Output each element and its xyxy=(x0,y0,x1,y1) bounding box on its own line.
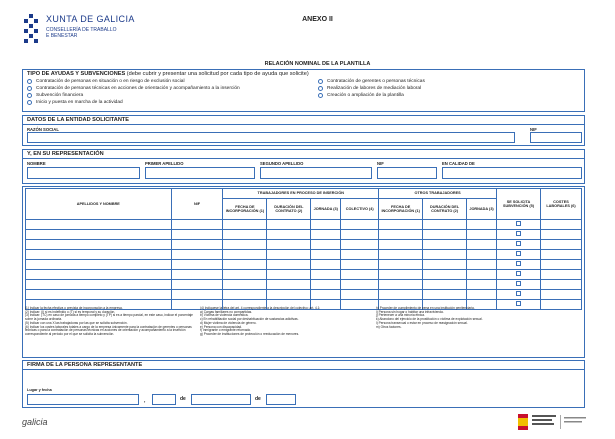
table-cell[interactable] xyxy=(540,230,581,240)
rep-nif-field[interactable] xyxy=(377,167,437,179)
other-workday-header: JORNADA (3) xyxy=(467,199,497,220)
rep-surname2-label: SEGUNDO APELLIDO xyxy=(260,161,304,166)
table-cell[interactable] xyxy=(267,220,311,230)
table-cell[interactable] xyxy=(379,290,423,300)
note-4f: f) Inmigrante o emigrante retornado. xyxy=(200,328,252,333)
subsidy-checkbox[interactable] xyxy=(516,271,521,276)
aid-option-exclusion[interactable]: Contratación de personas en situación o en riesgo de exclusión social xyxy=(27,79,185,84)
org-dept xyxy=(46,27,117,39)
note-4i: i) Persona sin hogar o habitar una infravivienda. xyxy=(376,309,444,314)
aid-option-workforce[interactable]: Creación o ampliación de la plantilla xyxy=(318,93,404,98)
sub-workday-header: JORNADA (3) xyxy=(311,199,341,220)
table-cell[interactable] xyxy=(223,280,267,290)
org-dept-line1: CONSELLERÍA DE TRABALLO xyxy=(46,27,117,33)
table-cell[interactable] xyxy=(311,280,341,290)
table-cell[interactable] xyxy=(379,240,423,250)
notes-col1 xyxy=(25,307,197,337)
comma-separator: , xyxy=(144,398,146,404)
table-cell[interactable] xyxy=(379,270,423,280)
aid-option-startup[interactable]: Inicio y puesta en marcha de la actividad xyxy=(27,100,123,105)
table-cell[interactable] xyxy=(267,290,311,300)
rep-name-field[interactable] xyxy=(27,167,140,179)
note-4c: c) En rehabilitación social por deshabituación de sustancias adictivas. xyxy=(200,317,299,322)
day-field[interactable] xyxy=(152,394,176,405)
table-cell[interactable] xyxy=(423,290,467,300)
subsidy-checkbox[interactable] xyxy=(516,231,521,236)
aid-option-managers[interactable]: Contratación de gerentes o personas técnicas xyxy=(318,79,425,84)
place-date-label: Lugar y fecha xyxy=(27,388,52,392)
table-row xyxy=(26,280,582,290)
table-cell[interactable] xyxy=(223,230,267,240)
col-nif-header: NIF xyxy=(171,189,223,220)
table-cell[interactable] xyxy=(267,240,311,250)
table-row xyxy=(26,290,582,300)
radio-icon xyxy=(27,86,32,91)
table-cell[interactable] xyxy=(467,250,497,260)
table-cell[interactable] xyxy=(497,230,541,240)
note-4e: e) Persona con discapacidad. xyxy=(200,324,242,329)
table-cell[interactable] xyxy=(341,250,379,260)
table-cell[interactable] xyxy=(467,260,497,270)
staff-table-body xyxy=(26,220,582,310)
rep-role-field[interactable] xyxy=(442,167,582,179)
table-cell[interactable] xyxy=(497,280,541,290)
applicant-nif-label: NIF xyxy=(530,127,537,132)
subsidy-checkbox[interactable] xyxy=(516,251,521,256)
table-cell[interactable] xyxy=(467,240,497,250)
sub-start-header: FECHA DE INCORPORACIÓN (1) xyxy=(223,199,267,220)
sub-collective-header: COLECTIVO (4) xyxy=(341,199,379,220)
aid-types-title: TIPO DE AYUDAS Y SUBVENCIONES (debe cubrir y presentar una solicitud por cada tipo de ayuda que solicite) xyxy=(27,71,309,77)
other-start-header: FECHA DE INCORPORACIÓN (1) xyxy=(379,199,423,220)
table-cell[interactable] xyxy=(540,260,581,270)
table-cell[interactable] xyxy=(497,240,541,250)
table-cell[interactable] xyxy=(267,250,311,260)
note-4m: m) Otros factores. xyxy=(376,324,402,329)
table-cell[interactable] xyxy=(171,290,223,300)
table-cell[interactable] xyxy=(26,250,172,260)
rep-name-label: NOMBRE xyxy=(27,161,46,166)
table-cell[interactable] xyxy=(26,270,172,280)
aid-option-mediation[interactable]: Realización de labores de mediación laboral xyxy=(318,86,421,91)
table-cell[interactable] xyxy=(223,250,267,260)
table-cell[interactable] xyxy=(171,240,223,250)
table-cell[interactable] xyxy=(540,240,581,250)
table-cell[interactable] xyxy=(267,270,311,280)
gov-logo-icon xyxy=(518,412,590,432)
table-cell[interactable] xyxy=(423,230,467,240)
table-cell[interactable] xyxy=(311,220,341,230)
note-4k: k) Abandono del ejercicio de la prostitución o víctima de explotación sexual. xyxy=(376,317,483,322)
table-cell[interactable] xyxy=(223,220,267,230)
table-cell[interactable] xyxy=(341,260,379,270)
representative-title: Y, EN SU REPRESENTACIÓN xyxy=(27,151,104,157)
document-title: RELACIÓN NOMINAL DE LA PLANTILLA xyxy=(264,61,371,67)
subsidy-checkbox[interactable] xyxy=(516,261,521,266)
subsidy-checkbox[interactable] xyxy=(516,221,521,226)
notes-col3 xyxy=(376,307,581,329)
subsidy-checkbox[interactable] xyxy=(516,291,521,296)
note-2: (2) Indicar: (I) si es indefinido o (T) si es temporal y su duración. xyxy=(25,309,116,314)
social-name-label: RAZÓN SOCIAL xyxy=(27,127,59,132)
table-cell[interactable] xyxy=(26,240,172,250)
table-cell[interactable] xyxy=(467,280,497,290)
table-cell[interactable] xyxy=(497,250,541,260)
rep-role-label: EN CALIDAD DE xyxy=(442,161,475,166)
year-field[interactable] xyxy=(266,394,296,405)
note-4: (4) Indíquese la letra del art. 4 correspondiente a la descripción del colectivo: art. 4.1: xyxy=(200,306,321,310)
radio-icon xyxy=(318,86,323,91)
group-insertion-header: TRABAJADORES EN PROCESO DE INSERCIÓN xyxy=(223,189,379,199)
note-4h: h) Proceder de cumplimiento de pena en una institución penitenciaria. xyxy=(376,306,475,310)
table-cell[interactable] xyxy=(171,220,223,230)
table-cell[interactable] xyxy=(171,260,223,270)
table-cell[interactable] xyxy=(341,280,379,290)
table-row xyxy=(26,270,582,280)
radio-icon xyxy=(27,79,32,84)
table-cell[interactable] xyxy=(379,280,423,290)
table-cell[interactable] xyxy=(540,290,581,300)
table-cell[interactable] xyxy=(379,220,423,230)
table-cell[interactable] xyxy=(423,260,467,270)
table-cell[interactable] xyxy=(467,270,497,280)
place-field[interactable] xyxy=(27,394,139,405)
aid-option-orientation[interactable]: Contratación de personas técnicas en acciones de orientación y acompañamiento a la inserción xyxy=(27,86,240,91)
rep-surname1-field[interactable] xyxy=(145,167,255,179)
table-cell[interactable] xyxy=(26,220,172,230)
radio-icon xyxy=(318,79,323,84)
table-cell[interactable] xyxy=(423,240,467,250)
subsidy-checkbox[interactable] xyxy=(516,301,521,306)
table-cell[interactable] xyxy=(423,280,467,290)
table-cell[interactable] xyxy=(26,260,172,270)
table-cell[interactable] xyxy=(467,220,497,230)
table-cell[interactable] xyxy=(341,240,379,250)
annex-label: ANEXO II xyxy=(302,16,333,23)
note-6: (6) Indicar los costes laborales totales a cargo de la empresa únicamente para la contratación de gerentes o personas técnicas o para la contratación de personas técnicas en acciones de orientación y acompañamiento a la inserción correspondiente al período por el que se solicita la subvención. xyxy=(25,324,192,336)
table-cell[interactable] xyxy=(341,290,379,300)
sub-duration-header: DURACIÓN DEL CONTRATO (2) xyxy=(267,199,311,220)
note-1: (1) Indicar la fecha efectiva o prevista de incorporación a la empresa. xyxy=(25,306,123,310)
galicia-brand: galicia xyxy=(22,417,48,427)
table-cell[interactable] xyxy=(26,230,172,240)
subsidy-checkbox[interactable] xyxy=(516,281,521,286)
rep-nif-label: NIF xyxy=(377,161,384,166)
note-4b: b) Víctima de violencia doméstica. xyxy=(200,313,249,318)
table-cell[interactable] xyxy=(171,230,223,240)
table-cell[interactable] xyxy=(267,230,311,240)
table-cell[interactable] xyxy=(540,270,581,280)
table-cell[interactable] xyxy=(467,230,497,240)
table-cell[interactable] xyxy=(171,270,223,280)
table-cell[interactable] xyxy=(171,250,223,260)
applicant-title: DATOS DE LA ENTIDAD SOLICITANTE xyxy=(27,117,130,123)
col-names-header: APELLIDOS Y NOMBRE xyxy=(26,189,172,220)
col-costs-header: COSTES LABORALES (6) xyxy=(540,189,581,220)
signature-title: FIRMA DE LA PERSONA REPRESENTANTE xyxy=(27,362,143,368)
note-3: (3) Indicar: (TC) en caso de jornada a tiempo completo y (TP) si es a tiempo parcial, en este caso, indicar el porcentaje sobre la jornada ordinaria. xyxy=(25,313,193,322)
table-cell[interactable] xyxy=(497,290,541,300)
table-cell[interactable] xyxy=(379,260,423,270)
note-4d: d) Mujer víctima de violencia de género. xyxy=(200,320,257,325)
table-cell[interactable] xyxy=(267,260,311,270)
table-row xyxy=(26,250,582,260)
table-cell[interactable] xyxy=(423,220,467,230)
table-cell[interactable] xyxy=(341,270,379,280)
other-duration-header: DURACIÓN DEL CONTRATO (2) xyxy=(423,199,467,220)
table-cell[interactable] xyxy=(497,270,541,280)
note-4j: j) Pertenecer a una minoría étnica. xyxy=(376,313,425,318)
radio-icon xyxy=(27,93,32,98)
table-cell[interactable] xyxy=(311,230,341,240)
note-4a: a) Cargas familiares no compartidas. xyxy=(200,309,253,314)
table-row xyxy=(26,220,582,230)
table-cell[interactable] xyxy=(423,270,467,280)
table-cell[interactable] xyxy=(171,280,223,290)
group-other-header: OTROS TRABAJADORES xyxy=(379,189,497,199)
table-cell[interactable] xyxy=(341,230,379,240)
radio-icon xyxy=(27,100,32,105)
table-cell[interactable] xyxy=(26,290,172,300)
table-cell[interactable] xyxy=(223,260,267,270)
social-name-field[interactable] xyxy=(27,132,515,143)
table-cell[interactable] xyxy=(223,270,267,280)
org-dept-line2: E BENESTAR xyxy=(46,33,78,39)
de-separator-2: de xyxy=(255,396,261,402)
rep-surname1-label: PRIMER APELLIDO xyxy=(145,161,184,166)
note-5: (5) Indicar con una X las trabajadoras por las que se solicita subvención. xyxy=(25,320,128,325)
aid-option-financial[interactable]: Subvención financiera xyxy=(27,93,83,98)
radio-icon xyxy=(318,93,323,98)
month-field[interactable] xyxy=(191,394,251,405)
table-row xyxy=(26,230,582,240)
table-cell[interactable] xyxy=(267,280,311,290)
table-cell[interactable] xyxy=(540,280,581,290)
table-cell[interactable] xyxy=(467,290,497,300)
table-row xyxy=(26,260,582,270)
subsidy-checkbox[interactable] xyxy=(516,241,521,246)
table-cell[interactable] xyxy=(311,250,341,260)
table-row xyxy=(26,240,582,250)
table-cell[interactable] xyxy=(341,220,379,230)
table-cell[interactable] xyxy=(379,230,423,240)
table-cell[interactable] xyxy=(223,290,267,300)
applicant-nif-field[interactable] xyxy=(530,132,582,143)
staff-table xyxy=(25,188,582,310)
table-cell[interactable] xyxy=(497,220,541,230)
de-separator-1: de xyxy=(180,396,186,402)
table-cell[interactable] xyxy=(311,270,341,280)
table-cell[interactable] xyxy=(26,280,172,290)
table-cell[interactable] xyxy=(423,250,467,260)
notes-col2 xyxy=(200,307,372,337)
col-subsidy-header: SE SOLICITA SUBVENCIÓN (5) xyxy=(497,189,541,220)
org-name: XUNTA DE GALICIA xyxy=(46,14,135,24)
note-4g: g) Proceder de instituciones de protección o reeducación de menores. xyxy=(200,331,300,336)
table-cell[interactable] xyxy=(379,250,423,260)
table-cell[interactable] xyxy=(311,290,341,300)
table-cell[interactable] xyxy=(540,220,581,230)
table-cell[interactable] xyxy=(223,240,267,250)
note-4l: l) Persona transexual o estar en proceso de reasignación sexual. xyxy=(376,320,468,325)
table-cell[interactable] xyxy=(311,260,341,270)
table-cell[interactable] xyxy=(497,260,541,270)
table-cell[interactable] xyxy=(540,250,581,260)
table-cell[interactable] xyxy=(311,240,341,250)
rep-surname2-field[interactable] xyxy=(260,167,372,179)
